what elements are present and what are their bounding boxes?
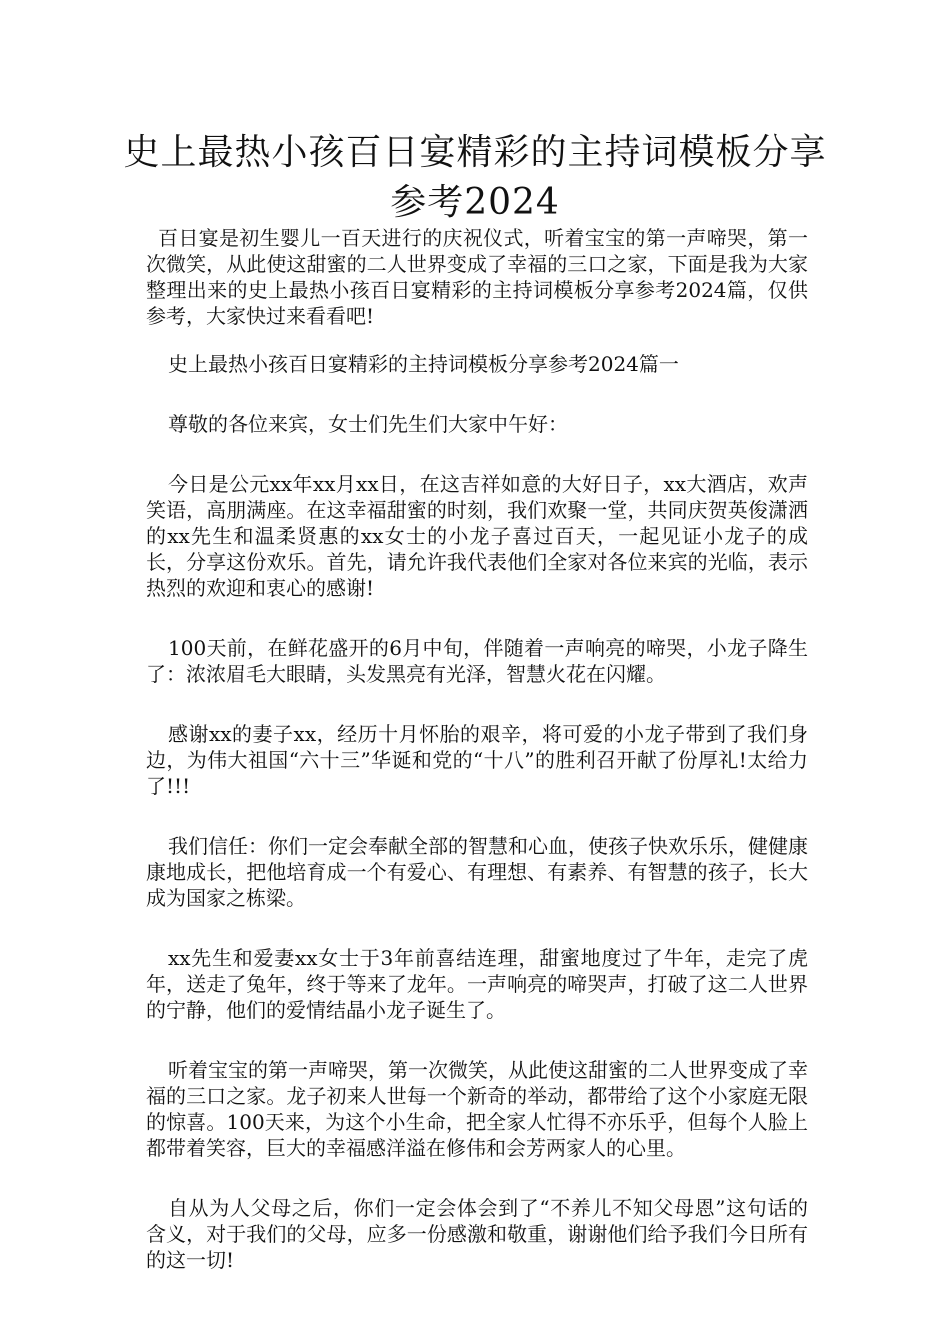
body-paragraph: 我们信任：你们一定会奉献全部的智慧和心血，使孩子快欢乐乐，健健康康地成长，把他培育成一个有爱心、有理想、有素养、有智慧的孩子，长大成为国家之栋梁。 xyxy=(146,834,808,910)
body-paragraph: xx先生和爱妻xx女士于3年前喜结连理，甜蜜地度过了牛年，走完了虎年，送走了兔年，终于等来了龙年。一声响亮的啼哭声，打破了这二人世界的宁静，他们的爱情结晶小龙子诞生了。 xyxy=(146,946,808,1022)
body-paragraph: 自从为人父母之后，你们一定会体会到了“不养儿不知父母恩”这句话的含义，对于我们的父母，应多一份感激和敬重，谢谢他们给予我们今日所有的这一切! xyxy=(146,1196,808,1272)
body-paragraph: 听着宝宝的第一声啼哭，第一次微笑，从此使这甜蜜的二人世界变成了幸福的三口之家。龙子初来人世每一个新奇的举动，都带给了这个小家庭无限的惊喜。100天来，为这个小生命，把全家人忙得不亦乐乎，但每个人脸上都带着笑容，巨大的幸福感洋溢在修伟和会芳两家人的心里。 xyxy=(146,1058,808,1160)
body-paragraph: 100天前，在鲜花盛开的6月中旬，伴随着一声响亮的啼哭，小龙子降生了：浓浓眉毛大眼睛，头发黑亮有光泽，智慧火花在闪耀。 xyxy=(146,636,808,686)
body-paragraph: 今日是公元xx年xx月xx日，在这吉祥如意的大好日子，xx大酒店，欢声笑语，高朋满座。在这幸福甜蜜的时刻，我们欢聚一堂，共同庆贺英俊潇洒的xx先生和温柔贤惠的xx女士的小龙子喜过百天，一起见证小龙子的成长，分享这份欢乐。首先，请允许我代表他们全家对各位来宾的光临，表示热烈的欢迎和衷心的感谢! xyxy=(146,472,808,600)
greeting-paragraph: 尊敬的各位来宾，女士们先生们大家中午好： xyxy=(168,412,568,436)
intro-paragraph: 百日宴是初生婴儿一百天进行的庆祝仪式，听着宝宝的第一声啼哭，第一次微笑，从此使这甜蜜的二人世界变成了幸福的三口之家，下面是我为大家整理出来的史上最热小孩百日宴精彩的主持词模板分享参考2024篇，仅供参考，大家快过来看看吧! xyxy=(146,226,808,328)
document-title: 史上最热小孩百日宴精彩的主持词模板分享参考2024 xyxy=(123,132,827,223)
section-heading: 史上最热小孩百日宴精彩的主持词模板分享参考2024篇一 xyxy=(168,352,679,376)
document-body xyxy=(146,225,808,1307)
body-paragraph: 感谢xx的妻子xx，经历十月怀胎的艰辛，将可爱的小龙子带到了我们身边，为伟大祖国“六十三”华诞和党的“十八”的胜利召开献了份厚礼!太给力了!!! xyxy=(146,722,808,798)
